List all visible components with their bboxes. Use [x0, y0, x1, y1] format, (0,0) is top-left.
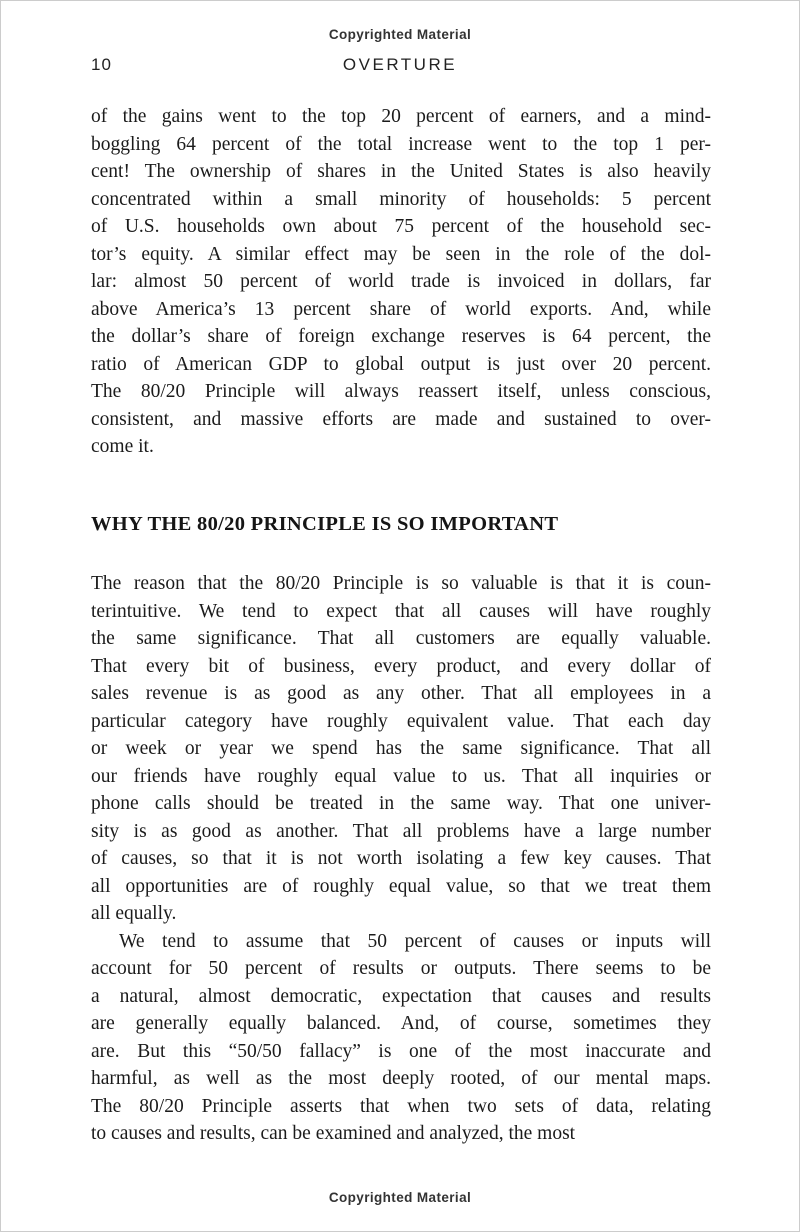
text-line: the dollar’s share of foreign exchange reserves is 64 percent, the	[91, 326, 711, 347]
text-line: sales revenue is as good as any other. That all employees in a	[91, 683, 711, 704]
text-line: cent! The ownership of shares in the United States is also heavily	[91, 161, 711, 182]
page-number: 10	[91, 55, 112, 74]
text-line: are. But this “50/50 fallacy” is one of the most inaccurate and	[91, 1040, 711, 1062]
text-line: our friends have roughly equal value to us. That all inquiries or	[91, 765, 711, 787]
text-line: all equally.	[91, 903, 177, 924]
text-line: concentrated within a small minority of households: 5 percent	[91, 188, 711, 210]
paragraph-5050-fallacy	[91, 928, 711, 1148]
copyright-notice-top: Copyrighted Material	[328, 27, 472, 42]
text-line: of causes, so that it is not worth isolating a few key causes. That	[91, 848, 711, 869]
text-line: harmful, as well as the most deeply rooted, of our mental maps.	[91, 1068, 711, 1089]
text-line: phone calls should be treated in the same way. That one univer-	[91, 793, 711, 814]
text-line: above America’s 13 percent share of world exports. And, while	[91, 298, 711, 320]
page-header	[91, 55, 709, 75]
text-line: The 80/20 Principle will always reassert itself, unless conscious,	[91, 381, 711, 402]
text-line: We tend to assume that 50 percent of causes or inputs will	[119, 930, 711, 952]
text-line: particular category have roughly equivalent value. That each day	[91, 710, 711, 732]
running-head-title: OVERTURE	[342, 55, 458, 74]
text-line: consistent, and massive efforts are made and sustained to over-	[91, 408, 711, 430]
text-line: all opportunities are of roughly equal value, so that we treat them	[91, 875, 711, 897]
text-line: or week or year we spend has the same significance. That all	[91, 738, 711, 759]
text-line: are generally equally balanced. And, of course, sometimes they	[91, 1013, 711, 1034]
section-heading: WHY THE 80/20 PRINCIPLE IS SO IMPORTANT	[91, 512, 559, 535]
text-line: of U.S. households own about 75 percent of the household sec-	[91, 216, 711, 237]
text-line: to causes and results, can be examined and analyzed, the most	[91, 1123, 576, 1144]
text-line: The reason that the 80/20 Principle is so valuable is that it is coun-	[91, 573, 711, 594]
text-line: That every bit of business, every product, and every dollar of	[91, 655, 711, 677]
paragraph-counterintuitive	[91, 570, 711, 928]
body-text	[91, 103, 711, 1148]
text-line: the same significance. That all customers are equally valuable.	[91, 628, 711, 649]
text-line: boggling 64 percent of the total increase went to the top 1 per-	[91, 133, 711, 155]
text-line: terintuitive. We tend to expect that all causes will have roughly	[91, 600, 711, 622]
text-line: ratio of American GDP to global output is just over 20 percent.	[91, 353, 711, 375]
text-line: lar: almost 50 percent of world trade is invoiced in dollars, far	[91, 271, 711, 292]
text-line: a natural, almost democratic, expectation that causes and results	[91, 985, 711, 1007]
text-line: sity is as good as another. That all problems have a large number	[91, 820, 711, 842]
text-line: tor’s equity. A similar effect may be seen in the role of the dol-	[91, 243, 711, 265]
copyright-notice-bottom: Copyrighted Material	[328, 1190, 472, 1205]
paragraph-gains-concentration	[91, 103, 711, 461]
text-line: come it.	[91, 436, 154, 457]
text-line: The 80/20 Principle asserts that when two sets of data, relating	[91, 1095, 711, 1117]
text-line: account for 50 percent of results or outputs. There seems to be	[91, 958, 711, 979]
text-line: of the gains went to the top 20 percent of earners, and a mind-	[91, 106, 711, 127]
